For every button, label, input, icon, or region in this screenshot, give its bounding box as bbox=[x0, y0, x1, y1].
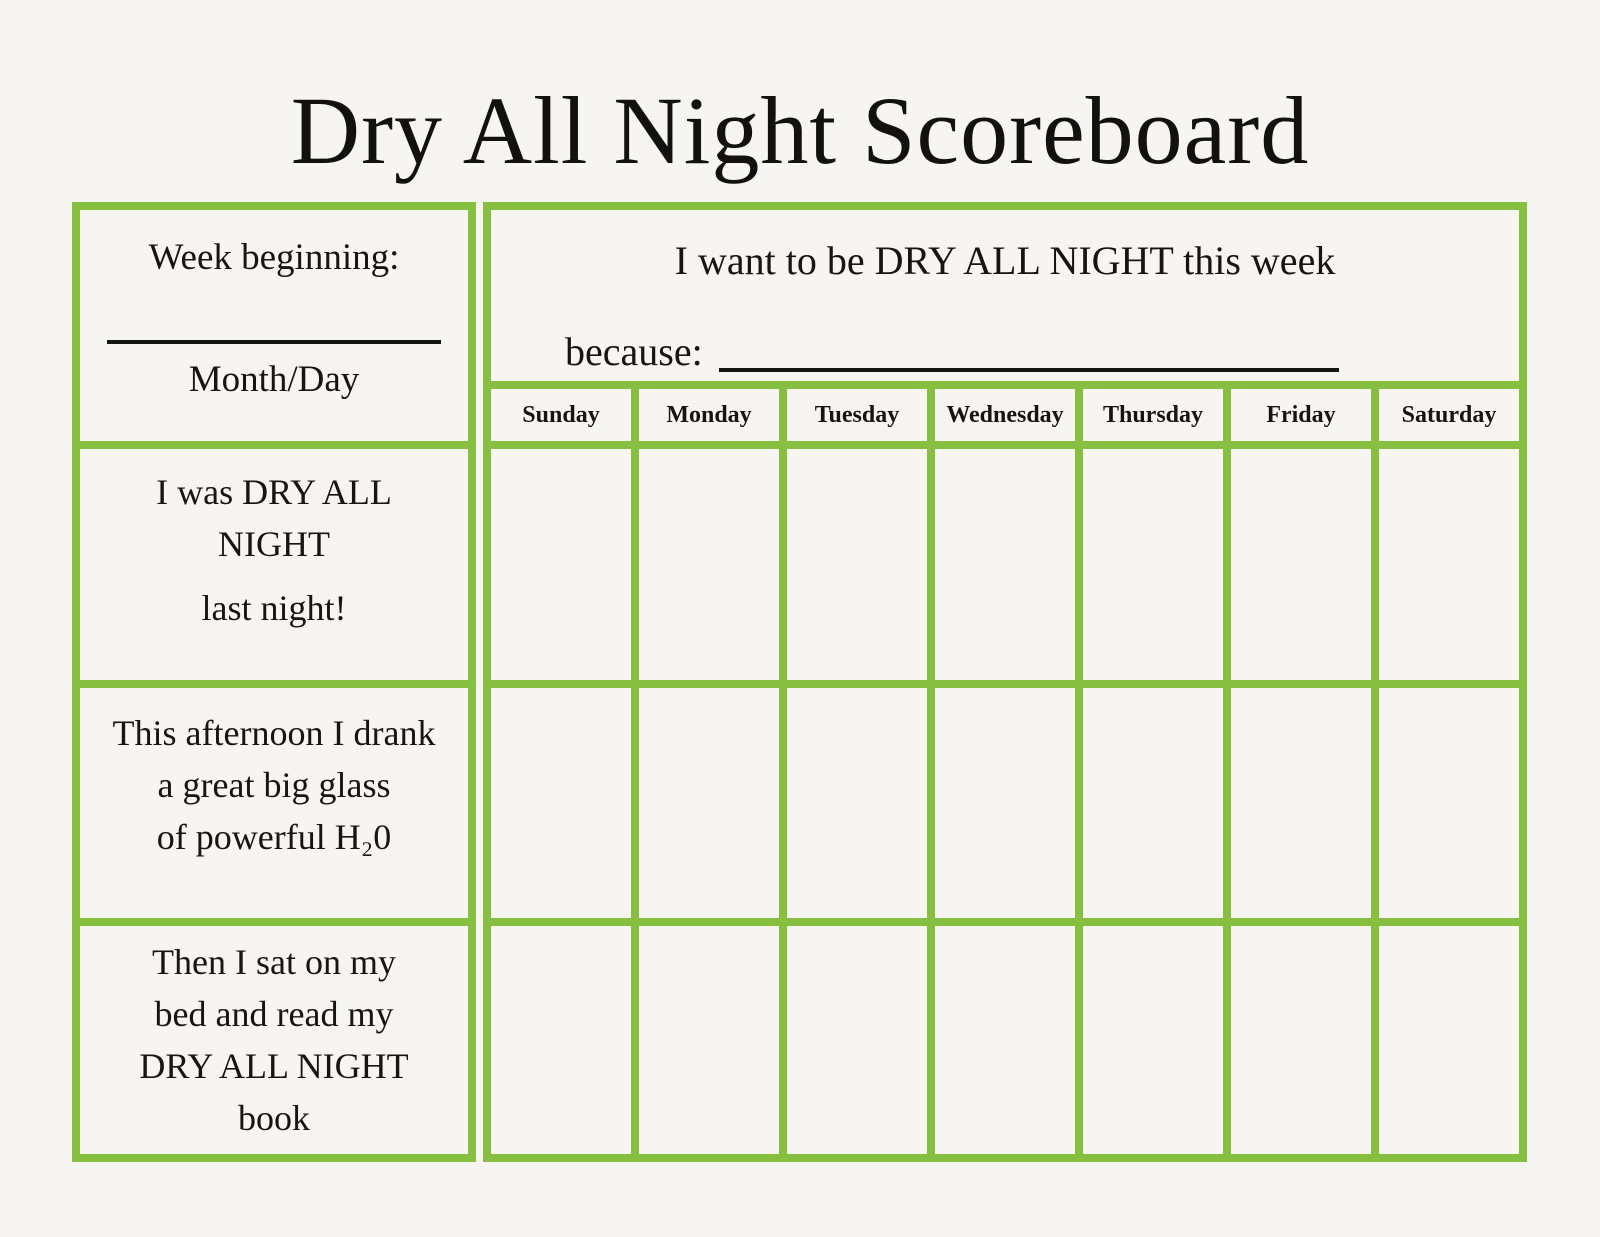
day-header-friday: Friday bbox=[1231, 389, 1371, 441]
day-header-tuesday: Tuesday bbox=[787, 389, 927, 441]
row-label-line: of powerful H₂0 bbox=[156, 817, 392, 857]
goal-cell bbox=[491, 210, 1519, 381]
day-cell bbox=[491, 449, 631, 680]
because-row bbox=[519, 328, 1491, 376]
row-label-line: a great big glass bbox=[157, 765, 391, 805]
row-label-line: Then I sat on my bbox=[152, 942, 396, 982]
page-title: Dry All Night Scoreboard bbox=[290, 77, 1310, 184]
row-label-dry-all-night bbox=[80, 449, 468, 680]
day-cell bbox=[1083, 688, 1223, 918]
week-beginning-blank-line bbox=[107, 340, 441, 344]
row-label-line: bed and read my bbox=[154, 994, 394, 1034]
week-beginning-cell bbox=[80, 210, 468, 441]
row-label-line: NIGHT bbox=[218, 524, 330, 564]
week-grid bbox=[483, 202, 1527, 1162]
day-cell bbox=[639, 688, 779, 918]
day-cell bbox=[787, 926, 927, 1154]
day-cell bbox=[491, 926, 631, 1154]
day-cell bbox=[1231, 449, 1371, 680]
day-cell bbox=[787, 449, 927, 680]
day-cell bbox=[935, 926, 1075, 1154]
row-label-line: DRY ALL NIGHT bbox=[139, 1046, 409, 1086]
because-blank-line bbox=[719, 368, 1339, 372]
day-cell bbox=[1379, 688, 1519, 918]
day-cell bbox=[1231, 688, 1371, 918]
day-header-wednesday: Wednesday bbox=[935, 389, 1075, 441]
day-cell bbox=[491, 688, 631, 918]
row-label-drank-water bbox=[80, 688, 468, 918]
row-label-line: book bbox=[238, 1098, 310, 1138]
day-header-saturday: Saturday bbox=[1379, 389, 1519, 441]
week-beginning-label: Week beginning: bbox=[148, 237, 400, 278]
day-cell bbox=[1083, 926, 1223, 1154]
row-label-read-book bbox=[80, 926, 468, 1154]
day-cell bbox=[1379, 926, 1519, 1154]
day-header-thursday: Thursday bbox=[1083, 389, 1223, 441]
day-cell bbox=[639, 449, 779, 680]
day-cell bbox=[935, 688, 1075, 918]
day-header-sunday: Sunday bbox=[491, 389, 631, 441]
day-cell bbox=[1379, 449, 1519, 680]
row-label-line: I was DRY ALL bbox=[156, 472, 392, 512]
row-label-line: last night! bbox=[201, 588, 347, 628]
day-cell bbox=[1083, 449, 1223, 680]
goal-text: I want to be DRY ALL NIGHT this week bbox=[674, 238, 1336, 283]
day-header-monday: Monday bbox=[639, 389, 779, 441]
because-label: because: bbox=[565, 329, 703, 374]
month-day-label: Month/Day bbox=[188, 359, 360, 400]
day-cell bbox=[1231, 926, 1371, 1154]
day-cell bbox=[639, 926, 779, 1154]
day-cell bbox=[787, 688, 927, 918]
day-cell bbox=[935, 449, 1075, 680]
row-label-line: This afternoon I drank bbox=[112, 713, 436, 753]
labels-column bbox=[72, 202, 476, 1162]
